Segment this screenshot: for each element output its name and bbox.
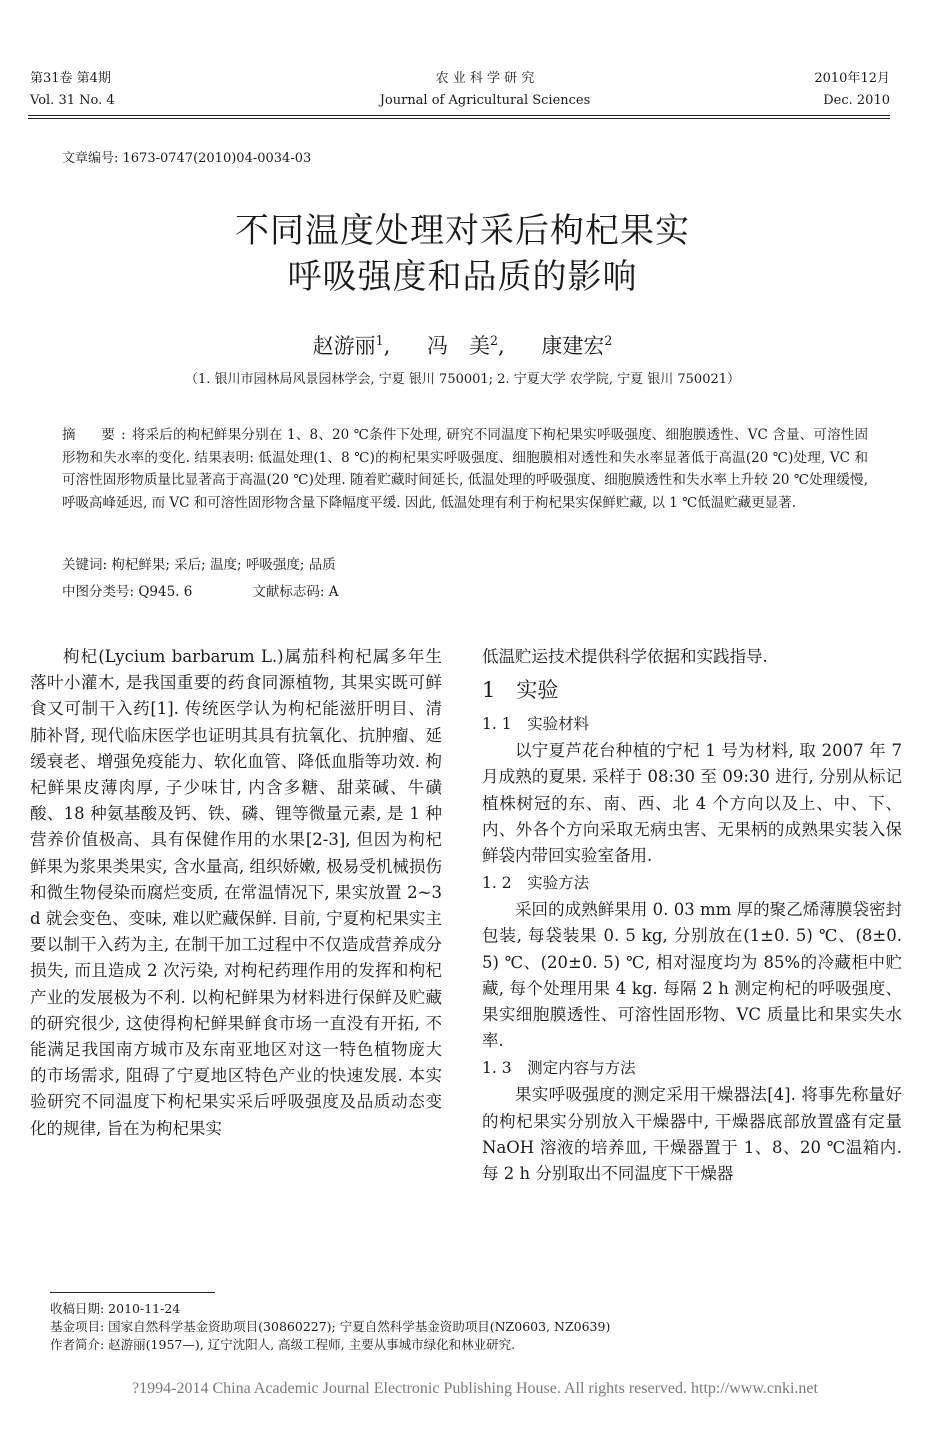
affiliations: （1. 银川市园林局风景园林学会, 宁夏 银川 750001; 2. 宁夏大学 农学院, 宁夏 银川 750021）	[184, 372, 741, 387]
journal-volume-issue	[30, 68, 290, 112]
body-left-column: 枸杞(Lycium barbarum L.)属茄科枸杞属多年生落叶小灌木, 是我国重要的药食同源植物, 其果实既可鲜食又可制干入药[1]. 传统医学认为枸杞能滋肝明目、清肺补肾, 现代临床医学也证明其具有抗氧化、抗肿瘤、延缓衰老、增强免疫能力、软化血管、降低血脂等功效. 枸杞鲜果皮薄肉厚, 子少味甘, 内含多糖、甜菜碱、牛磺酸、18 种氨基酸及钙、铁、磷、锂等微量元素, 是 1 种营养价值极高、具有保健作用的水果[2-3], 但因为枸杞鲜果为浆果类果实, 含水量高, 组织娇嫩, 极易受机械损伤和微生物侵染而腐烂变质, 在常温情况下, 果实放置 2~3 d 就会变色、变味, 难以贮藏保鲜. 目前, 宁夏枸杞果实主要以制干入药为主, 在制干加工过程中不仅造成营养成分损失, 而且造成 2 次污染, 对枸杞药理作用的发挥和枸杞产业的发展极为不利. 以枸杞鲜果为材料进行保鲜及贮藏的研究很少, 这使得枸杞鲜果鲜食市场一直没有开拓, 不能满足我国南方城市及东南亚地区对这一特色植物庞大的市场需求, 阻碍了宁夏地区特色产业的快速发展. 本实验研究不同温度下枸杞果实采后呼吸强度及品质动态变化的规律, 旨在为枸杞果实	[30, 647, 442, 1138]
abstract-text: 将采后的枸杞鲜果分别在 1、8、20 ℃条件下处理, 研究不同温度下枸杞果实呼吸强度、细胞膜透性、VC 含量、可溶性固形物和失水率的变化. 结果表明: 低温处理(1、8 ℃)的枸杞果实呼吸强度、细胞膜相对透性和失水率显著低于高温(20 ℃)处理, VC 和可溶性固形物质量比显著高于高温(20 ℃)处理. 随着贮藏时间延长, 低温处理的呼吸强度、细胞膜透性和失水率上升较 20 ℃处理缓慢, 呼吸高峰延迟, 而 VC 和可溶性固形物含量下降幅度平缓. 因此, 低温处理有利于枸杞果实保鲜贮藏, 以 1 ℃低温贮藏更显著.	[62, 427, 868, 511]
paper-title-line2: 呼吸强度和品质的影响	[287, 257, 638, 297]
volume-cn: 第31卷 第4期	[30, 71, 111, 86]
abstract-label: 摘 要:	[62, 427, 132, 443]
paper-title-line1: 不同温度处理对采后枸杞果实	[235, 211, 690, 251]
author-name: 冯 美	[426, 334, 490, 358]
article-number: 文章编号: 1673-0747(2010)04-0034-03	[62, 151, 312, 166]
keywords: 关键词: 枸杞鲜果; 采后; 温度; 呼吸强度; 品质	[62, 557, 336, 573]
author-name: 康建宏	[541, 334, 605, 358]
paragraph: 果实呼吸强度的测定采用干燥器法[4]. 将事先称量好的枸杞果实分别放入干燥器中, 干燥器底部放置盛有定量 NaOH 溶液的培养皿, 干燥器置于 1、8、20 ℃温箱内. 每 2 h 分别取出不同温度下干燥器	[482, 1085, 902, 1184]
subsection-heading: 1. 2 实验方法	[482, 874, 590, 893]
journal-name-cn: 农 业 科 学 研 究	[435, 71, 535, 86]
author-affil-mark: 2	[604, 333, 613, 348]
footnote-author-bio: 作者简介: 赵游丽(1957—), 辽宁沈阳人, 高级工程师, 主要从事城市绿化和林业研究.	[50, 1337, 516, 1352]
subsection-heading: 1. 3 测定内容与方法	[482, 1059, 636, 1078]
paragraph: 采回的成熟鲜果用 0. 03 mm 厚的聚乙烯薄膜袋密封包装, 每袋装果 0. 5 kg, 分别放在(1±0. 5) ℃、(8±0. 5) ℃、(20±0. 5) ℃, 相对湿度均为 85%的冷藏柜中贮藏, 每个处理用果 4 kg. 每隔 2 h 测定枸杞的呼吸强度、果实细胞膜透性、可溶性固形物、VC 质量比和果实失水率.	[482, 900, 902, 1051]
header-rule-bottom	[28, 118, 890, 119]
copyright-notice: ?1994-2014 China Academic Journal Electronic Publishing House. All rights reserved. http://www.cnki.net	[132, 1380, 818, 1397]
section-heading: 1 实验	[482, 678, 559, 703]
clc-number: 中图分类号: Q945. 6	[62, 584, 193, 600]
footnote-received-date: 收稿日期: 2010-11-24	[50, 1301, 181, 1316]
subsection-heading: 1. 1 实验材料	[482, 715, 590, 734]
date-en: Dec. 2010	[823, 93, 890, 108]
body-right-column	[482, 644, 902, 1187]
abstract	[62, 424, 868, 514]
author-affil-mark: 1	[375, 333, 384, 348]
volume-en: Vol. 31 No. 4	[30, 93, 115, 108]
date-cn: 2010年12月	[814, 71, 890, 86]
paragraph-continuation: 低温贮运技术提供科学依据和实践指导.	[482, 647, 768, 666]
footnote-funding: 基金项目: 国家自然科学基金资助项目(30860227); 宁夏自然科学基金资助项目(NZ0603, NZ0639)	[50, 1319, 611, 1334]
author-affil-mark: 2	[489, 333, 498, 348]
footnote-rule	[50, 1292, 215, 1293]
journal-date	[690, 68, 890, 112]
header-rule-top	[28, 115, 890, 116]
classification	[62, 580, 338, 600]
document-code: 文献标志码: A	[252, 584, 339, 600]
author-list: 赵游丽$^1$, 冯 美$^2$, 康建宏$^2$	[312, 333, 613, 358]
journal-name	[300, 68, 670, 112]
paragraph: 以宁夏芦花台种植的宁杞 1 号为材料, 取 2007 年 7 月成熟的夏果. 采样于 08:30 至 09:30 进行, 分别从标记植株树冠的东、南、西、北 4 个方向以及上、中、下、内、外各个方向采取无病虫害、无果柄的成熟果实装入保鲜袋内带回实验室备用.	[482, 741, 902, 866]
journal-name-en: Journal of Agricultural Sciences	[379, 93, 591, 108]
author-name: 赵游丽	[312, 334, 376, 358]
